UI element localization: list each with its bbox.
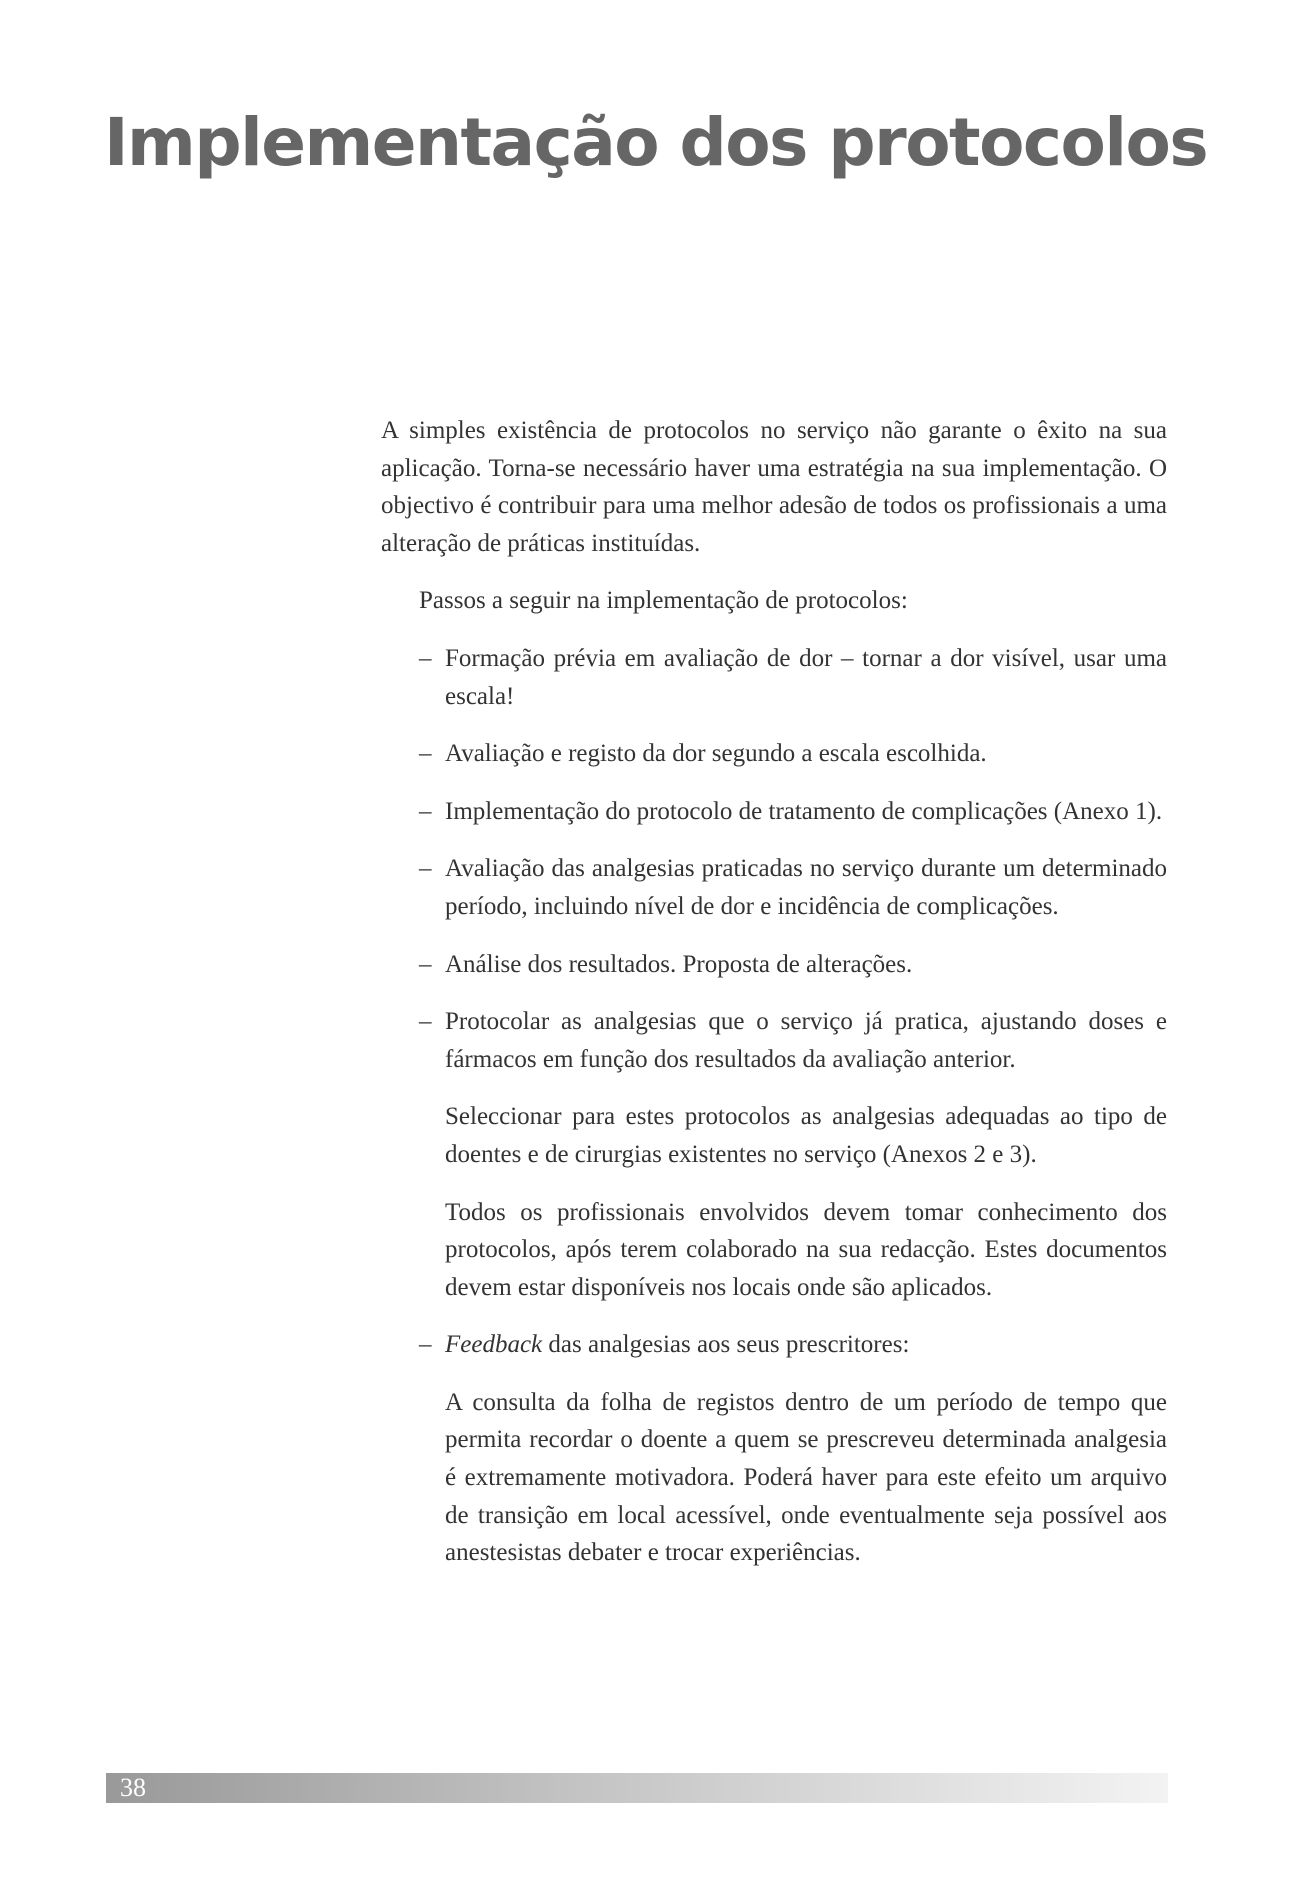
list-item: – Avaliação das analgesias praticadas no serviço durante um determinado período, incluindo nível de dor e incidência de complicações. (419, 855, 1167, 920)
list-item: – Formação prévia em avaliação de dor – tornar a dor visível, usar uma escala! (419, 644, 1167, 710)
list-item: – Avaliação e registo da dor segundo a escala escolhida. (419, 740, 987, 768)
sub-paragraph: A consulta da folha de registos dentro de um período de tempo que permita recordar o doente a quem se prescreveu determinada analgesia é extremamente motivadora. Poderá haver para este efeito um arquivo de transição em local acessível, onde eventualmente seja possível aos anestesistas debater e trocar experiências. (445, 1388, 1167, 1567)
page-number: 38 (120, 1773, 146, 1802)
steps-lead: Passos a seguir na implementação de protocolos: (419, 587, 908, 615)
body-text (381, 412, 1167, 1592)
list-item: – Análise dos resultados. Proposta de alterações. (419, 950, 913, 978)
list-item-feedback: – Feedback das analgesias aos seus prescritores: (419, 1331, 910, 1359)
footer-bar (106, 1773, 1168, 1803)
page-title: Implementação dos protocolos (104, 104, 1208, 181)
sub-paragraph: Todos os profissionais envolvidos devem tomar conhecimento dos protocolos, após terem colaborado na sua redacção. Estes documentos devem estar disponíveis nos locais onde são aplicados. (445, 1198, 1167, 1301)
intro-paragraph: A simples existência de protocolos no serviço não garante o êxito na sua aplicação. Torna-se necessário haver uma estratégia na sua implementação. O objectivo é contribuir para uma melhor adesão de todos os profissionais a uma alteração de práticas instituídas. (381, 417, 1167, 557)
list-item: – Implementação do protocolo de tratamento de complicações (Anexo 1). (419, 797, 1163, 825)
sub-paragraph: Seleccionar para estes protocolos as analgesias adequadas ao tipo de doentes e de cirurgias existentes no serviço (Anexos 2 e 3). (445, 1103, 1167, 1168)
list-item: – Protocolar as analgesias que o serviço já pratica, ajustando doses e fármacos em função dos resultados da avaliação anterior. (419, 1008, 1167, 1073)
